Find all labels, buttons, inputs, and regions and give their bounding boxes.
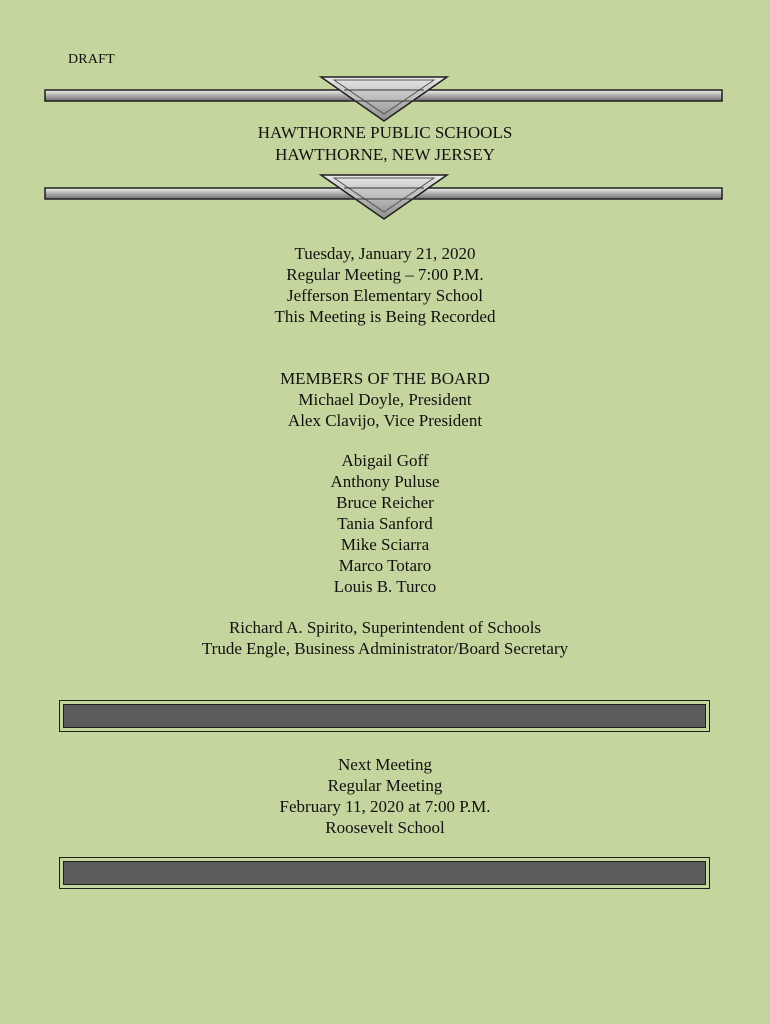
board-heading: MEMBERS OF THE BOARD — [280, 369, 490, 388]
meeting-type: Regular Meeting – 7:00 P.M. — [286, 265, 484, 284]
recording-notice: This Meeting is Being Recorded — [274, 307, 496, 326]
list-item: Tania Sanford — [337, 514, 433, 533]
next-meeting-heading: Next Meeting — [338, 755, 432, 774]
next-meeting-location: Roosevelt School — [325, 818, 445, 837]
ornament-divider-bottom — [44, 174, 724, 224]
district-location: HAWTHORNE, NEW JERSEY — [275, 145, 495, 164]
district-heading — [0, 122, 770, 166]
next-meeting — [0, 754, 770, 838]
ornament-divider-top — [44, 76, 724, 126]
next-meeting-datetime: February 11, 2020 at 7:00 P.M. — [279, 797, 491, 816]
next-meeting-type: Regular Meeting — [327, 776, 443, 795]
separator-bar-top — [59, 700, 710, 732]
superintendent: Richard A. Spirito, Superintendent of Schools — [228, 618, 542, 637]
board-members-list — [0, 450, 770, 597]
administrators — [0, 617, 770, 659]
list-item: Anthony Puluse — [330, 472, 440, 491]
separator-bar-fill — [63, 704, 706, 728]
board-secretary: Trude Engle, Business Administrator/Board Secretary — [201, 639, 569, 658]
draft-label: DRAFT — [68, 52, 115, 67]
separator-bar-fill — [63, 861, 706, 885]
meeting-location: Jefferson Elementary School — [286, 286, 484, 305]
list-item: Louis B. Turco — [333, 577, 437, 596]
meeting-date: Tuesday, January 21, 2020 — [294, 244, 476, 263]
list-item: Mike Sciarra — [340, 535, 430, 554]
meeting-details — [0, 243, 770, 327]
board-vice-president: Alex Clavijo, Vice President — [287, 411, 483, 430]
separator-bar-bottom — [59, 857, 710, 889]
board-president: Michael Doyle, President — [298, 390, 472, 409]
list-item: Bruce Reicher — [336, 493, 434, 512]
list-item: Marco Totaro — [338, 556, 432, 575]
district-name: HAWTHORNE PUBLIC SCHOOLS — [257, 123, 513, 142]
board-officers — [0, 368, 770, 431]
list-item: Abigail Goff — [341, 451, 429, 470]
